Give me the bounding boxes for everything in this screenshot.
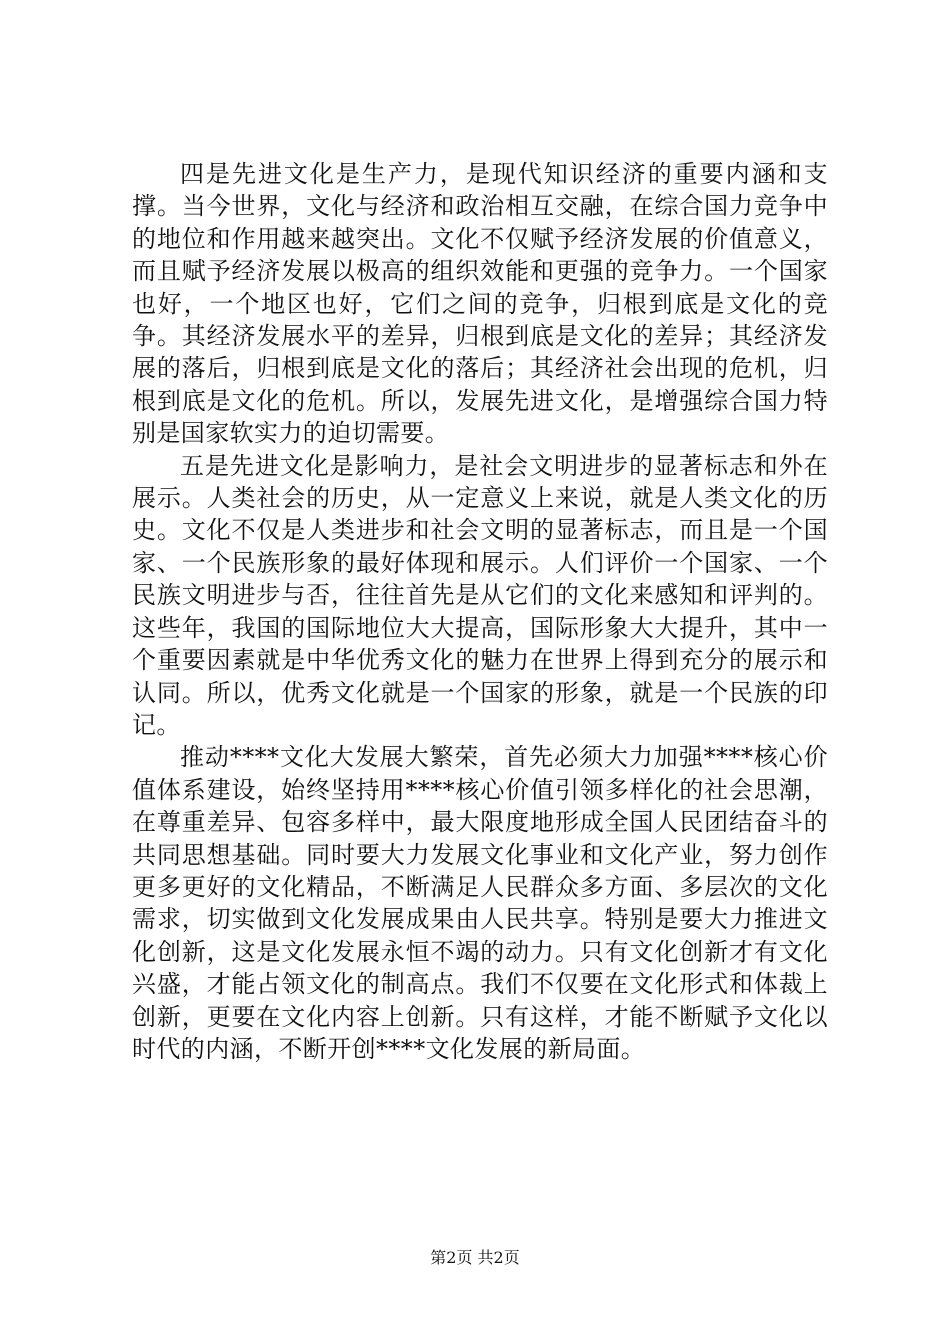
- paragraph-1: 四是先进文化是生产力，是现代知识经济的重要内涵和支撑。当今世界，文化与经济和政治相互交融，在综合国力竞争中的地位和作用越来越突出。文化不仅赋予经济发展的价值意义，而且赋予经济发展以极高的组织效能和更强的竞争力。一个国家也好，一个地区也好，它们之间的竞争，归根到底是文化的竞争。其经济发展水平的差异，归根到底是文化的差异；其经济发展的落后，归根到底是文化的落后；其经济社会出现的危机，归根到底是文化的危机。所以，发展先进文化，是增强综合国力特别是国家软实力的迫切需要。: [132, 160, 828, 448]
- paragraph-3: 推动****文化大发展大繁荣，首先必须大力加强****核心价值体系建设，始终坚持用****核心价值引领多样化的社会思潮，在尊重差异、包容多样中，最大限度地形成全国人民团结奋斗的共同思想基础。同时要大力发展文化事业和文化产业，努力创作更多更好的文化精品，不断满足人民群众多方面、多层次的文化需求，切实做到文化发展成果由人民共享。特别是要大力推进文化创新，这是文化发展永恒不竭的动力。只有文化创新才有文化兴盛，才能占领文化的制高点。我们不仅要在文化形式和体裁上创新，更要在文化内容上创新。只有这样，才能不断赋予文化以时代的内涵，不断开创****文化发展的新局面。: [132, 743, 828, 1063]
- paragraph-2: 五是先进文化是影响力，是社会文明进步的显著标志和外在展示。人类社会的历史，从一定意义上来说，就是人类文化的历史。文化不仅是人类进步和社会文明的显著标志，而且是一个国家、一个民族形象的最好体现和展示。人们评价一个国家、一个民族文明进步与否，往往首先是从它们的文化来感知和评判的。这些年，我国的国际地位大大提高，国际形象大大提升，其中一个重要因素就是中华优秀文化的魅力在世界上得到充分的展示和认同。所以，优秀文化就是一个国家的形象，就是一个民族的印记。: [132, 451, 828, 739]
- page-number-footer: 第2页 共2页: [430, 1248, 520, 1267]
- document-body: [132, 158, 828, 1065]
